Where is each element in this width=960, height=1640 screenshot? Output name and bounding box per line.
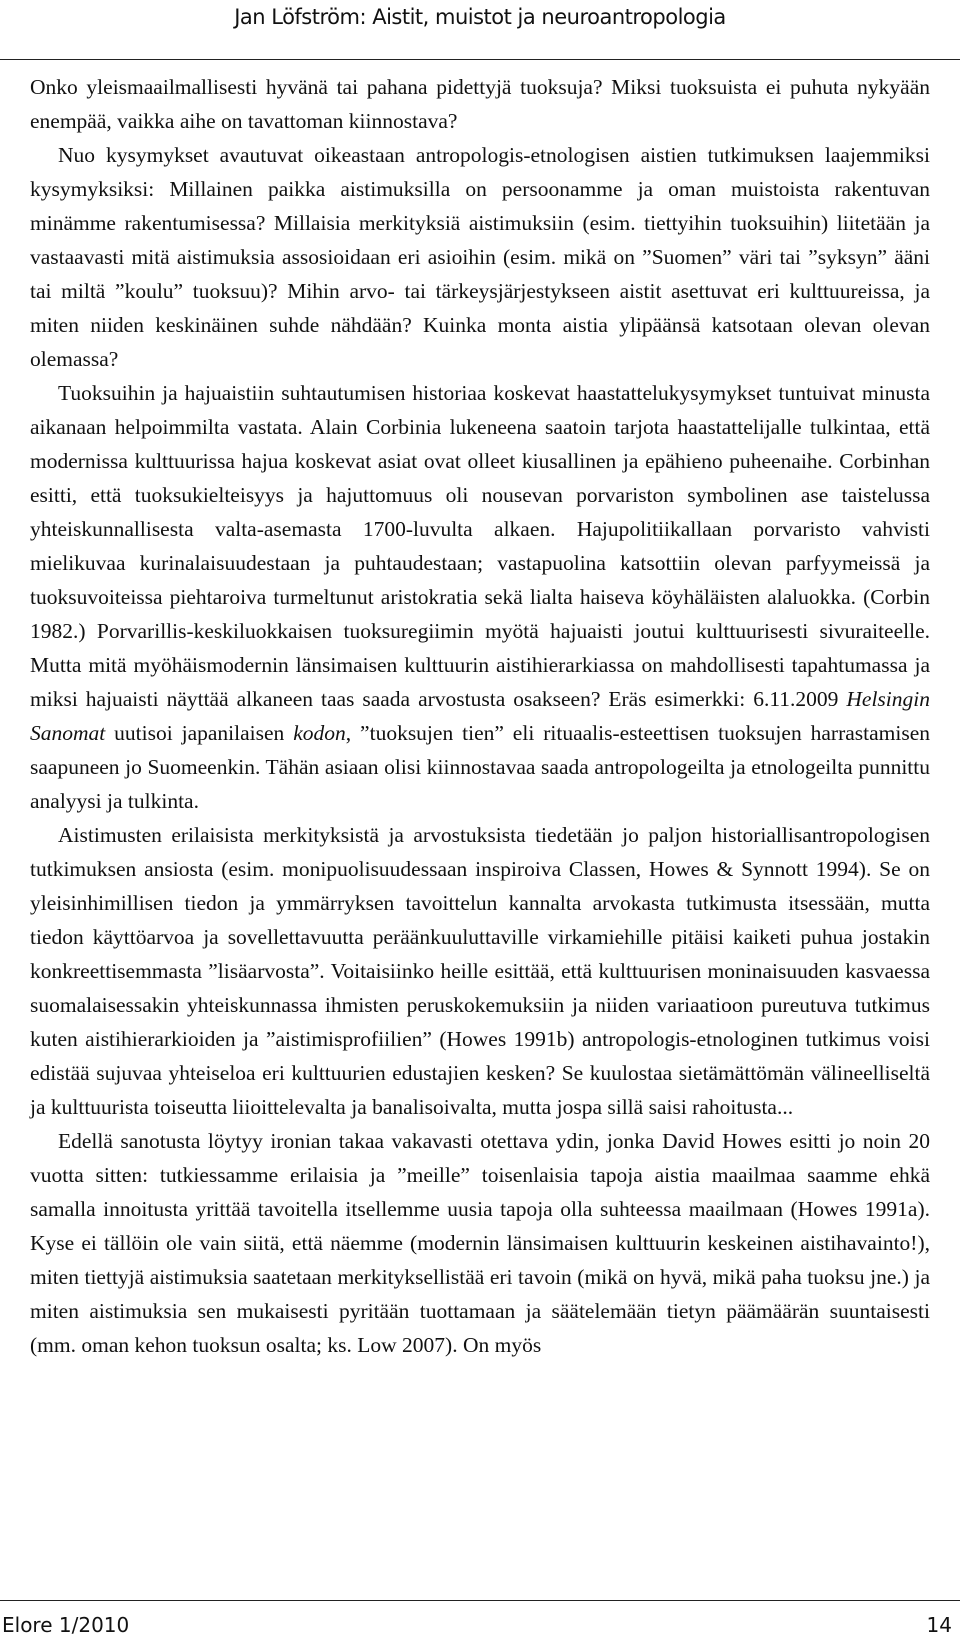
page-number: 14 <box>926 1613 952 1637</box>
article-body <box>30 70 930 1362</box>
newspaper-name: Helsingin Sanomat <box>30 687 930 745</box>
paragraph-3-part-1: Tuoksuihin ja hajuaistiin suhtautumisen historiaa koskevat haastattelukysymykset tuntuivat minusta aikanaan helpoimmilta vastata. Alain Corbinia lukeneena saatoin tarjota haastattelijalle tulkintaa, että modernissa kulttuurissa hajua koskevat asiat ovat olleet kiusallinen ja epähieno puheenaihe. Corbinhan esitti, että tuoksukielteisyys ja hajuttomuus oli nousevan porvariston symbolinen ase taistelussa yhteiskunnallisesta valta-asemasta 1700-luvulta alkaen. Hajupolitiikallaan porvaristo vahvisti mielikuvaa kurinalaisuudestaan ja puhtaudestaan; vastapuolina katsottiin olevan parfyymeissä ja tuoksuvoiteissa piehtaroiva turmeltunut aristokratia sekä lialta haiseva köyhäläisten alaluokka. (Corbin 1982.) Porvarillis-keskiluokkaisen tuoksuregiimin myötä hajuaisti joutui kulttuurisesti sivuraiteelle. Mutta mitä myöhäismodernin länsimaisen kulttuurin aistihierarkiassa on mahdollisesti tapahtumassa ja miksi hajuaisti näyttää alkaneen taas saada arvostusta osakseen? Eräs esimerkki: 6.11.2009 <box>30 381 930 711</box>
running-header <box>0 0 960 60</box>
paragraph-3-part-3: , ”tuoksujen tien” eli rituaalis-esteettisen tuoksujen harrastamisen saapuneen jo Suomeenkin. Tähän asiaan olisi kiinnostavaa saada antropologeilta ja etnologeilta punnittu analyysi ja tulkinta. <box>30 721 931 813</box>
paragraph-3 <box>30 376 930 818</box>
journal-issue: Elore 1/2010 <box>2 1613 130 1637</box>
paragraph-3-part-2: uutisoi japanilaisen <box>105 721 294 745</box>
paragraph-1: Onko yleismaailmallisesti hyvänä tai pahana pidettyjä tuoksuja? Miksi tuoksuista ei puhuta nykyään enempää, vaikka aihe on tavattoman kiinnostava? <box>30 75 930 133</box>
running-title: Jan Löfström: Aistit, muistot ja neuroantropologia <box>234 5 726 29</box>
page-footer <box>0 1600 960 1640</box>
paragraph-4: Aistimusten erilaisista merkityksistä ja arvostuksista tiedetään jo paljon historiallisantropologisen tutkimuksen ansiosta (esim. monipuolisuudessaan inspiroiva Classen, Howes & Synnott 1994). Se on yleisinhimillisen tiedon ja ymmärryksen tavoittelun kannalta arvokasta tutkimusta itsessään, mutta tiedon käyttöarvoa ja sovellettavuutta peräänkuuluttaville virkamiehille pitäisi kaiketi puhua jostakin konkreettisemmasta ”lisäarvosta”. Voitaisiinko heille esittää, että kulttuurisen moninaisuuden kasvaessa suomalaisessakin yhteiskunnassa ihmisten peruskokemuksiin ja niiden variaatioon pureutuva tutkimus kuten aistihierarkioiden ja ”aistimisprofiilien” (Howes 1991b) antropologis-etnologinen tutkimus voisi edistää sujuvaa yhteiseloa eri kulttuurien edustajien kesken? Se kuulostaa sietämättömän välineelliseltä ja kulttuurista toiseutta liioittelevalta ja banalisoivalta, mutta jospa sillä saisi rahoitusta... <box>30 823 930 1119</box>
paragraph-5: Edellä sanotusta löytyy ironian takaa vakavasti otettava ydin, jonka David Howes esitti jo noin 20 vuotta sitten: tutkiessamme erilaisia ja ”meille” toisenlaisia tapoja aistia maailmaa saamme ehkä samalla innoitusta yrittää tavoitella itsellemme uusia tapoja olla suhteessa maailmaan (Howes 1991a). Kyse ei tällöin ole vain siitä, että näemme (modernin länsimaisen kulttuurin keskeinen aistihavainto!), miten tiettyjä aistimuksia saatetaan merkityksellistää eri tavoin (mikä on hyvä, mikä paha tuoksu jne.) ja miten aistimuksia sen mukaisesti pyritään tuottamaan ja säätelemään tietyn päämäärän suuntaisesti (mm. oman kehon tuoksun osalta; ks. Low 2007). On myös <box>30 1129 930 1357</box>
paragraph-2: Nuo kysymykset avautuvat oikeastaan antropologis-etnologisen aistien tutkimuksen laajemmiksi kysymyksiksi: Millainen paikka aistimuksilla on persoonamme ja oman muistoista rakentuvan minämme rakentumisessa? Millaisia merkityksiä aistimuksiin (esim. tiettyihin tuoksuihin) liitetään ja vastaavasti mitä aistimuksia assosioidaan eri asioihin (esim. mikä on ”Suomen” väri tai ”syksyn” ääni tai miltä ”koulu” tuoksuu)? Mihin arvo- tai tärkeysjärjestykseen aistit asettuvat eri kulttuureissa, ja miten niiden keskinäinen suhde nähdään? Kuinka monta aistia ylipäänsä katsotaan olevan olevan olemassa? <box>30 143 930 371</box>
term-kodo: kodon <box>293 721 346 745</box>
